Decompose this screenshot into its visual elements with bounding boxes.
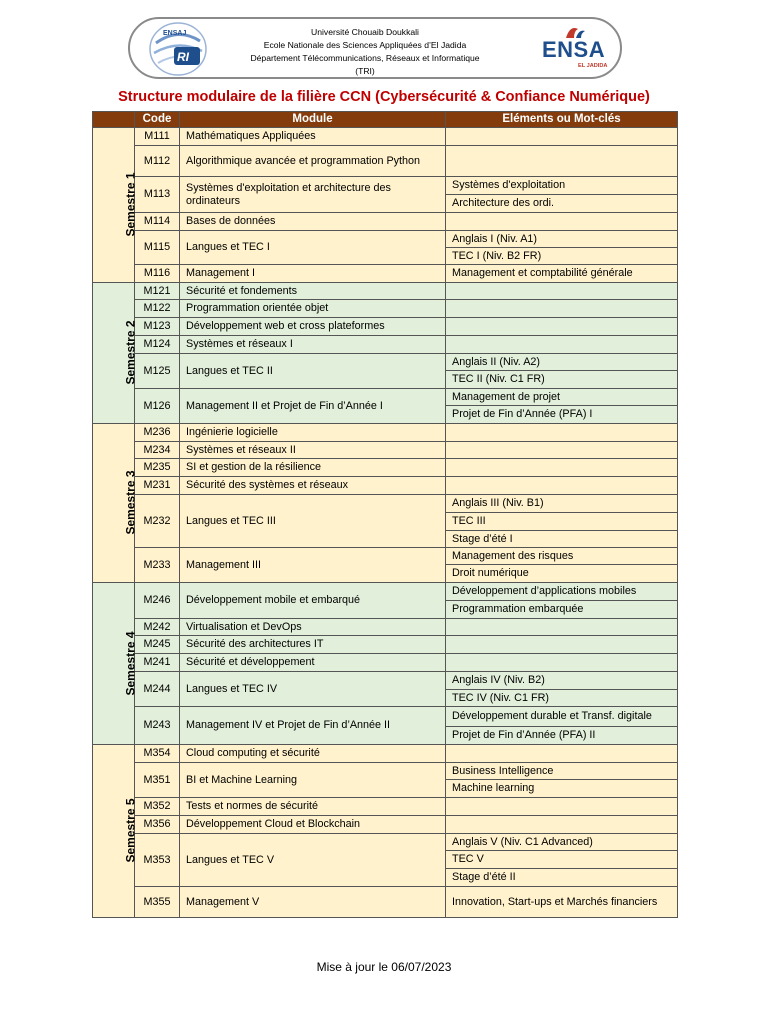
module-element: Stage d’été I bbox=[446, 531, 678, 548]
module-element: TEC III bbox=[446, 513, 678, 531]
module-element bbox=[446, 459, 678, 477]
ensaj-logo-text: ENSAJ bbox=[163, 30, 187, 37]
module-code: M245 bbox=[135, 636, 180, 654]
module-element: Systèmes d'exploitation bbox=[446, 177, 678, 195]
module-name: Management I bbox=[180, 265, 446, 283]
semester-cell bbox=[93, 283, 138, 424]
module-name: BI et Machine Learning bbox=[180, 763, 446, 798]
module-code: M353 bbox=[135, 834, 180, 887]
ri-logo-text: RI bbox=[177, 50, 189, 64]
module-code: M113 bbox=[135, 177, 180, 213]
module-code: M123 bbox=[135, 318, 180, 336]
module-element bbox=[446, 336, 678, 354]
module-name: Algorithmique avancée et programmation Python bbox=[180, 146, 446, 177]
module-name: Management II et Projet de Fin d’Année I bbox=[180, 389, 446, 424]
module-name: Cloud computing et sécurité bbox=[180, 745, 446, 763]
module-element: Projet de Fin d’Année (PFA) I bbox=[446, 406, 678, 424]
table-row bbox=[93, 231, 678, 248]
module-name: Sécurité et développement bbox=[180, 654, 446, 672]
table-row bbox=[93, 583, 678, 601]
module-code: M232 bbox=[135, 495, 180, 548]
table-row bbox=[93, 619, 678, 636]
module-element: Développement durable et Transf. digitale bbox=[446, 707, 678, 727]
table-row bbox=[93, 834, 678, 851]
module-name: Développement web et cross plateformes bbox=[180, 318, 446, 336]
table-row bbox=[93, 636, 678, 654]
semester-label: Semestre 3 bbox=[123, 470, 138, 535]
table-row bbox=[93, 816, 678, 834]
module-element bbox=[446, 213, 678, 231]
module-name: Langues et TEC I bbox=[180, 231, 446, 265]
institution-lines bbox=[240, 26, 490, 78]
department-name: Département Télécommunications, Réseaux et Informatique (TRI) bbox=[250, 53, 480, 76]
module-code: M233 bbox=[135, 548, 180, 583]
table-row bbox=[93, 213, 678, 231]
module-code: M354 bbox=[135, 745, 180, 763]
module-code: M352 bbox=[135, 798, 180, 816]
header-module: Module bbox=[180, 112, 446, 128]
module-element bbox=[446, 745, 678, 763]
module-element: TEC IV (Niv. C1 FR) bbox=[446, 690, 678, 707]
module-element: Programmation embarquée bbox=[446, 601, 678, 619]
module-element bbox=[446, 128, 678, 146]
header-banner bbox=[128, 17, 622, 79]
modules-table bbox=[92, 111, 678, 918]
module-code: M356 bbox=[135, 816, 180, 834]
module-element bbox=[446, 318, 678, 336]
module-name: Management V bbox=[180, 887, 446, 918]
module-name: Systèmes et réseaux I bbox=[180, 336, 446, 354]
module-code: M116 bbox=[135, 265, 180, 283]
module-code: M122 bbox=[135, 300, 180, 318]
module-code: M231 bbox=[135, 477, 180, 495]
semester-cell bbox=[93, 128, 138, 283]
school-name: Ecole Nationale des Sciences Appliquées d’El Jadida bbox=[263, 40, 467, 50]
module-name: Systèmes et réseaux II bbox=[180, 442, 446, 459]
table-header-row bbox=[93, 112, 678, 128]
module-name: SI et gestion de la résilience bbox=[180, 459, 446, 477]
module-element: Management de projet bbox=[446, 389, 678, 406]
module-name: Langues et TEC IV bbox=[180, 672, 446, 707]
module-element bbox=[446, 146, 678, 177]
module-code: M355 bbox=[135, 887, 180, 918]
ensa-logo bbox=[538, 23, 618, 75]
module-element bbox=[446, 300, 678, 318]
module-code: M235 bbox=[135, 459, 180, 477]
table-row bbox=[93, 495, 678, 513]
module-name: Ingénierie logicielle bbox=[180, 424, 446, 442]
module-code: M121 bbox=[135, 283, 180, 300]
table-row bbox=[93, 654, 678, 672]
module-name: Systèmes d'exploitation et architecture des ordinateurs bbox=[180, 177, 446, 213]
module-code: M126 bbox=[135, 389, 180, 424]
module-name: Tests et normes de sécurité bbox=[180, 798, 446, 816]
module-name: Langues et TEC V bbox=[180, 834, 446, 887]
module-code: M244 bbox=[135, 672, 180, 707]
module-element bbox=[446, 636, 678, 654]
table-row bbox=[93, 672, 678, 690]
table-row bbox=[93, 300, 678, 318]
header-code: Code bbox=[135, 112, 180, 128]
table-row bbox=[93, 177, 678, 195]
module-code: M241 bbox=[135, 654, 180, 672]
module-name: Développement mobile et embarqué bbox=[180, 583, 446, 619]
header-semester bbox=[93, 112, 135, 128]
module-name: Bases de données bbox=[180, 213, 446, 231]
semester-label: Semestre 4 bbox=[123, 630, 138, 696]
module-element: Développement d’applications mobiles bbox=[446, 583, 678, 601]
module-element: Droit numérique bbox=[446, 565, 678, 583]
module-element bbox=[446, 816, 678, 834]
table-row bbox=[93, 354, 678, 371]
table-row bbox=[93, 336, 678, 354]
module-code: M351 bbox=[135, 763, 180, 798]
module-code: M112 bbox=[135, 146, 180, 177]
module-code: M234 bbox=[135, 442, 180, 459]
module-element: TEC II (Niv. C1 FR) bbox=[446, 371, 678, 389]
module-element bbox=[446, 442, 678, 459]
module-name: Langues et TEC II bbox=[180, 354, 446, 389]
module-element: Management et comptabilité générale bbox=[446, 265, 678, 283]
table-row bbox=[93, 887, 678, 918]
module-element bbox=[446, 798, 678, 816]
module-element: Projet de Fin d’Année (PFA) II bbox=[446, 727, 678, 745]
university-name: Université Chouaib Doukkali bbox=[311, 27, 419, 37]
module-name: Sécurité des systèmes et réseaux bbox=[180, 477, 446, 495]
module-element: Business Intelligence bbox=[446, 763, 678, 780]
module-code: M243 bbox=[135, 707, 180, 745]
module-code: M114 bbox=[135, 213, 180, 231]
update-date: Mise à jour le 06/07/2023 bbox=[316, 960, 452, 974]
module-element: Architecture des ordi. bbox=[446, 195, 678, 213]
table-row bbox=[93, 128, 678, 146]
module-name: Management IV et Projet de Fin d’Année II bbox=[180, 707, 446, 745]
module-element: Anglais IV (Niv. B2) bbox=[446, 672, 678, 690]
module-element: Innovation, Start-ups et Marchés financiers bbox=[446, 887, 678, 918]
semester-label: Semestre 2 bbox=[123, 320, 138, 385]
module-element bbox=[446, 283, 678, 300]
module-element: TEC I (Niv. B2 FR) bbox=[446, 248, 678, 265]
module-element: Management des risques bbox=[446, 548, 678, 565]
module-name: Langues et TEC III bbox=[180, 495, 446, 548]
page-title: Structure modulaire de la filière CCN (Cybersécurité & Confiance Numérique) bbox=[118, 89, 650, 105]
module-code: M236 bbox=[135, 424, 180, 442]
module-element: Anglais I (Niv. A1) bbox=[446, 231, 678, 248]
module-name: Sécurité et fondements bbox=[180, 283, 446, 300]
table-row bbox=[93, 763, 678, 780]
module-code: M124 bbox=[135, 336, 180, 354]
module-name: Management III bbox=[180, 548, 446, 583]
table-row bbox=[93, 477, 678, 495]
module-code: M111 bbox=[135, 128, 180, 146]
semester-label: Semestre 1 bbox=[123, 172, 138, 237]
module-element: Anglais II (Niv. A2) bbox=[446, 354, 678, 371]
module-element: Machine learning bbox=[446, 780, 678, 798]
table-row bbox=[93, 265, 678, 283]
module-name: Développement Cloud et Blockchain bbox=[180, 816, 446, 834]
table-row bbox=[93, 283, 678, 300]
module-element: Anglais V (Niv. C1 Advanced) bbox=[446, 834, 678, 851]
semester-cell bbox=[93, 745, 138, 918]
module-name: Mathématiques Appliquées bbox=[180, 128, 446, 146]
table-row bbox=[93, 707, 678, 727]
table-row bbox=[93, 146, 678, 177]
module-element bbox=[446, 477, 678, 495]
module-name: Virtualisation et DevOps bbox=[180, 619, 446, 636]
semester-label: Semestre 5 bbox=[123, 798, 138, 863]
ensa-logo-word: ENSA bbox=[542, 37, 606, 62]
module-element: Stage d’été II bbox=[446, 869, 678, 887]
ensa-logo-sub: EL JADIDA bbox=[578, 63, 608, 69]
modules-table-body bbox=[93, 128, 678, 918]
module-element bbox=[446, 424, 678, 442]
module-code: M125 bbox=[135, 354, 180, 389]
module-element: Anglais III (Niv. B1) bbox=[446, 495, 678, 513]
table-row bbox=[93, 389, 678, 406]
module-code: M115 bbox=[135, 231, 180, 265]
table-row bbox=[93, 442, 678, 459]
table-row bbox=[93, 459, 678, 477]
module-code: M246 bbox=[135, 583, 180, 619]
module-element: TEC V bbox=[446, 851, 678, 869]
header-elements: Eléments ou Mot-clés bbox=[446, 112, 678, 128]
table-row bbox=[93, 318, 678, 336]
table-row bbox=[93, 548, 678, 565]
module-element bbox=[446, 619, 678, 636]
module-element bbox=[446, 654, 678, 672]
module-name: Programmation orientée objet bbox=[180, 300, 446, 318]
module-code: M242 bbox=[135, 619, 180, 636]
table-row bbox=[93, 424, 678, 442]
table-row bbox=[93, 745, 678, 763]
semester-cell bbox=[93, 424, 138, 583]
module-name: Sécurité des architectures IT bbox=[180, 636, 446, 654]
ensaj-ri-logo bbox=[148, 21, 208, 77]
semester-cell bbox=[93, 583, 138, 745]
table-row bbox=[93, 798, 678, 816]
